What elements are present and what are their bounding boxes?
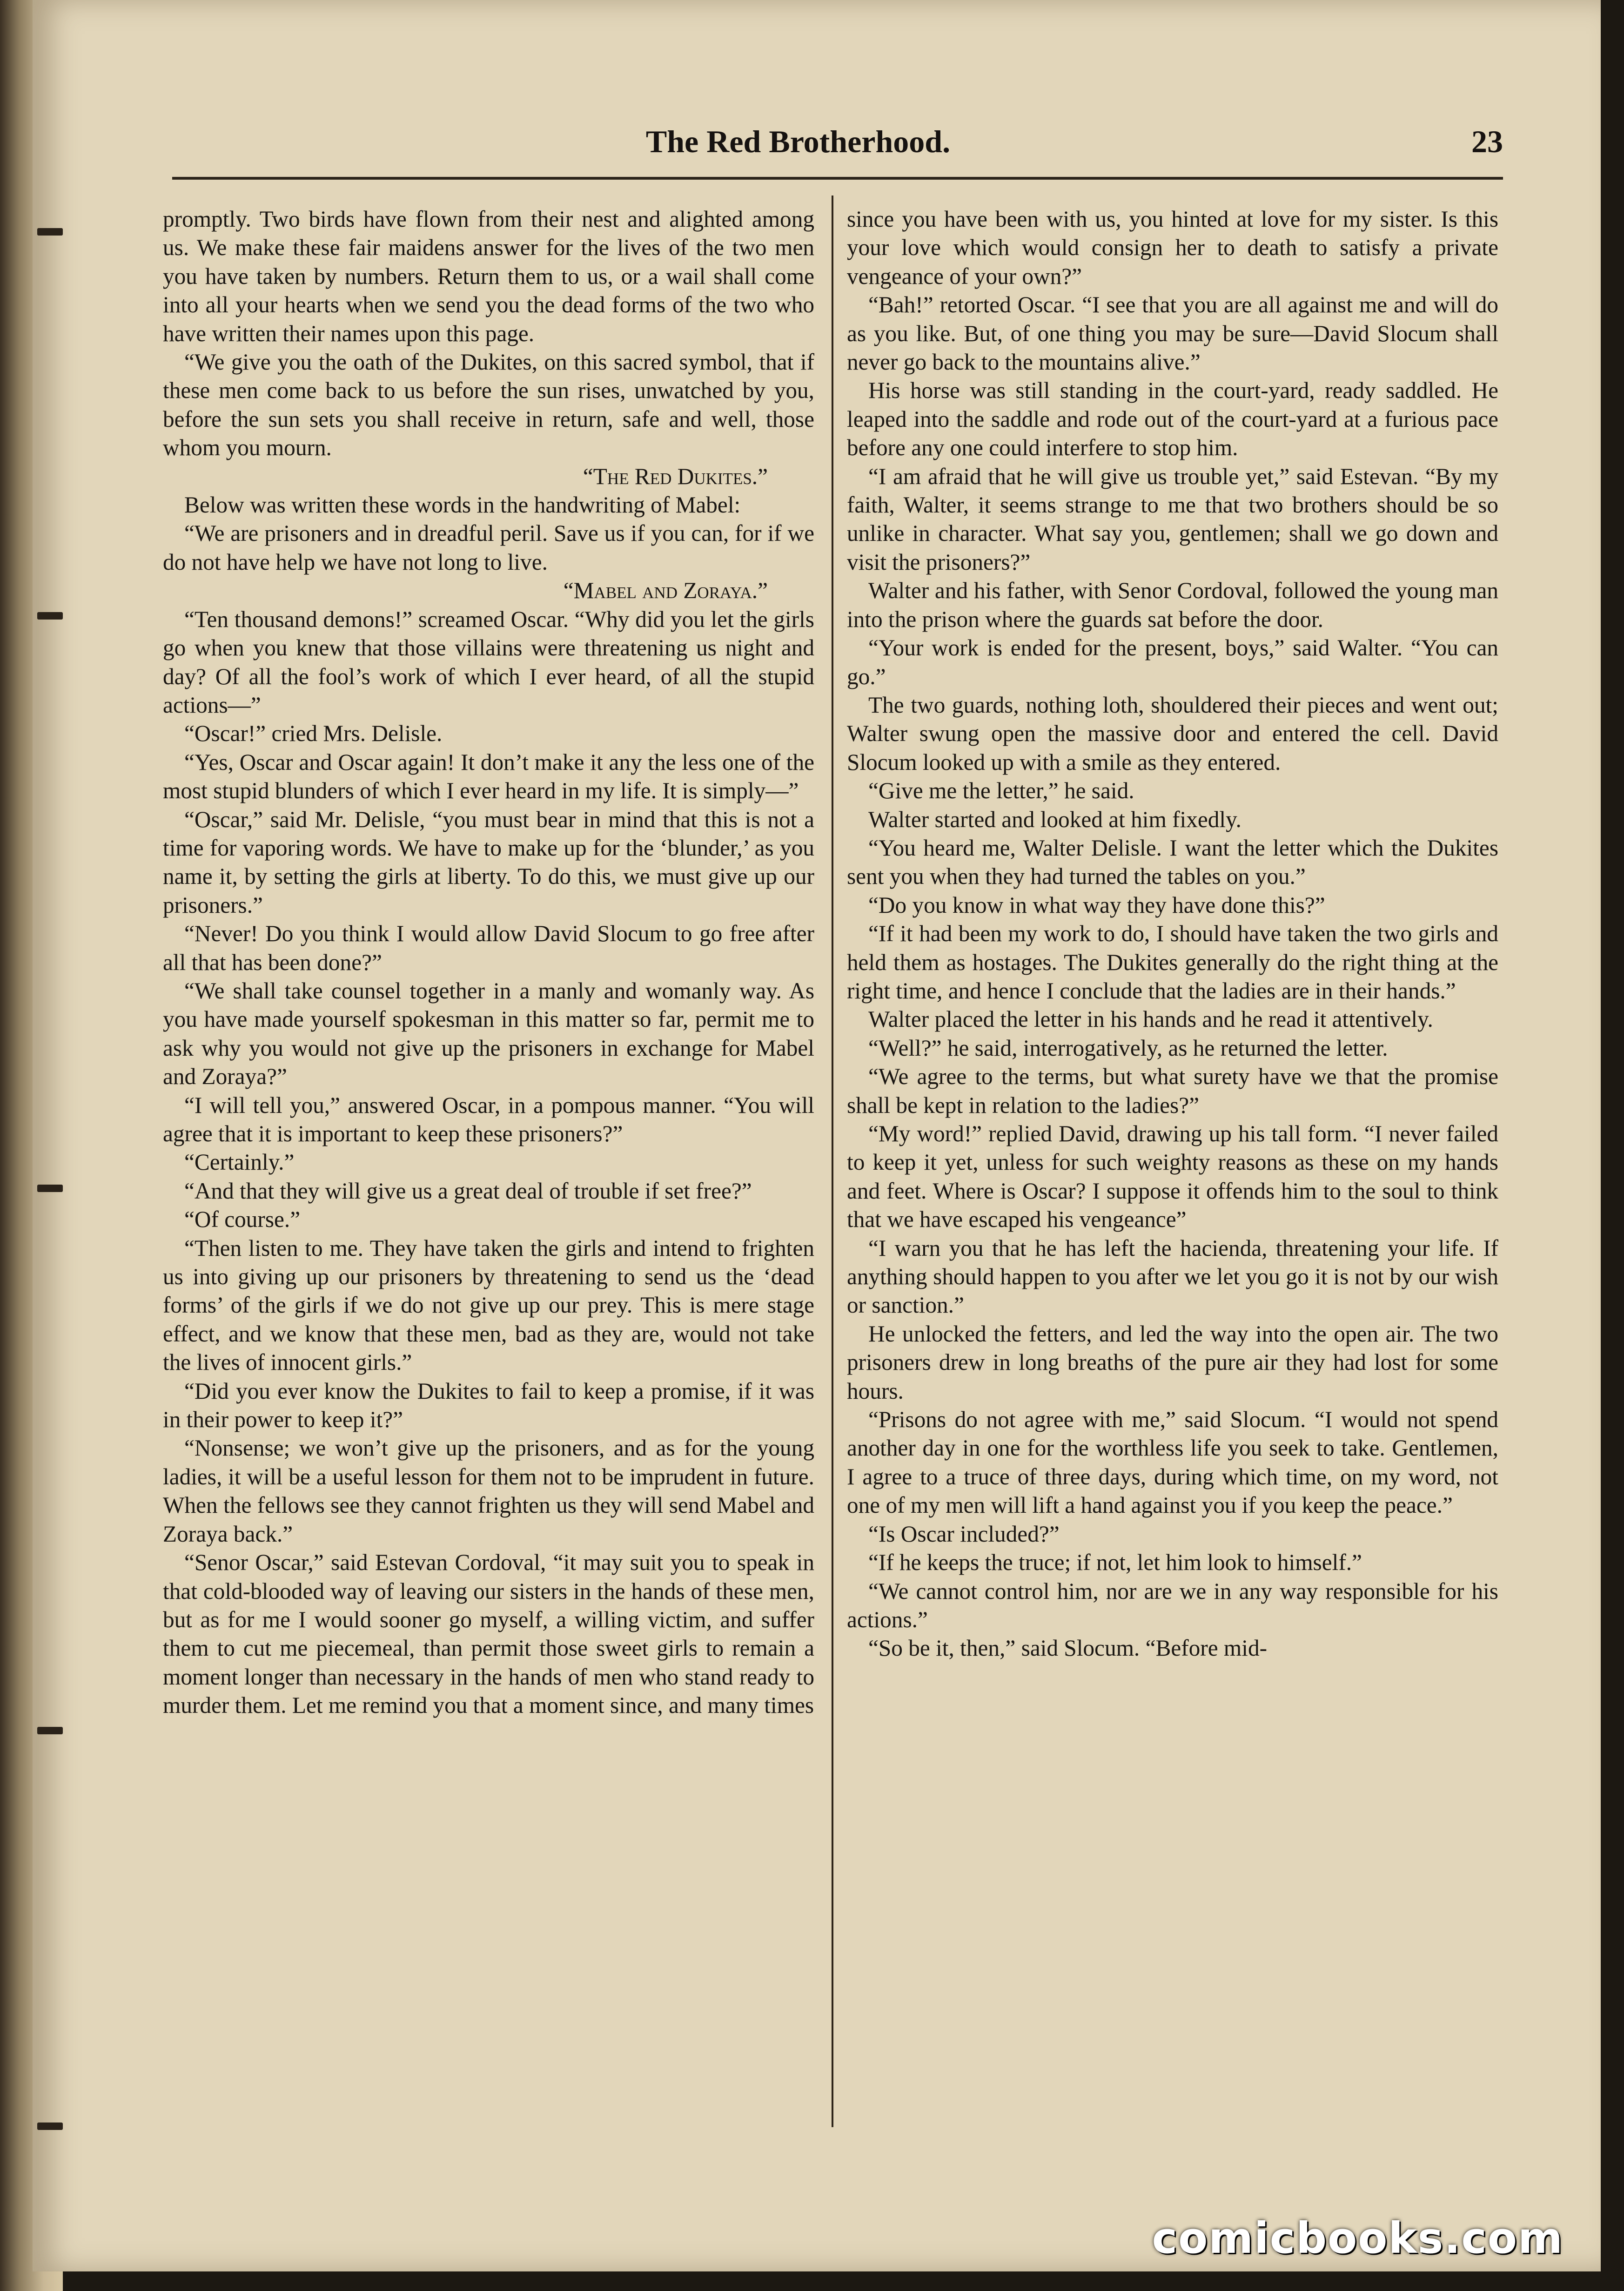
paragraph: “My word!” replied David, drawing up his tall form. “I never failed to keep it yet, unless for such weighty reasons as these on my hands and feet. Where is Oscar? I suppose it offends him to the soul to think that we have escaped his vengeance”	[847, 1121, 1498, 1233]
paragraph: He unlocked the fetters, and led the way into the open air. The two prisoners drew in long breaths of the pure air they had lost for some hours.	[847, 1321, 1498, 1404]
paragraph: “I will tell you,” answered Oscar, in a pompous manner. “You will agree that it is important to keep these prisoners?”	[163, 1092, 814, 1146]
paragraph: “Give me the letter,” he said.	[868, 778, 1134, 804]
paragraph: “If it had been my work to do, I should have taken the two girls and held them as hostages. The Dukites generally do the right thing at the right time, and hence I conclude that the ladies are in their hands.”	[847, 921, 1498, 1004]
paragraph: Walter placed the letter in his hands and he read it attentively.	[868, 1006, 1433, 1032]
paragraph: “Did you ever know the Dukites to fail to keep a promise, if it was in their power to keep it?”	[163, 1378, 814, 1433]
paragraph: “Never! Do you think I would allow David Slocum to go free after all that has been done?”	[163, 921, 814, 975]
letter-signature: “Mabel and Zoraya.”	[563, 578, 768, 604]
paragraph: “Is Oscar included?”	[868, 1521, 1060, 1547]
left-text-column	[163, 205, 814, 2141]
running-title: The Red Brotherhood.	[645, 124, 951, 159]
paragraph: “Your work is ended for the present, boys,” said Walter. “You can go.”	[847, 635, 1498, 689]
paragraph: “Then listen to me. They have taken the girls and intend to frighten us into giving up our prisoners by threatening to send us the ‘dead forms’ of the girls if we do not give up our prey. This is mere stage effect, and we know that these men, bad as they are, would not take the lives of innocent girls.”	[163, 1235, 814, 1375]
site-watermark: comicbooks.com	[1152, 2213, 1564, 2263]
paragraph: “Prisons do not agree with me,” said Slocum. “I would not spend another day in one for the worthless life you seek to take. Gentlemen, I agree to a truce of three days, during which time, on my word, not one of my men will lift a hand against you if you keep the peace.”	[847, 1407, 1498, 1518]
letter-signature: “The Red Dukites.”	[583, 463, 768, 489]
paragraph: “You heard me, Walter Delisle. I want the letter which the Dukites sent you when they had turned the tables on you.”	[847, 835, 1498, 889]
paragraph: “Of course.”	[184, 1206, 301, 1233]
binding-staple	[37, 2123, 63, 2130]
paragraph: “We agree to the terms, but what surety have we that the promise shall be kept in relation to the ladies?”	[847, 1064, 1498, 1118]
paragraph: “Oscar!” cried Mrs. Delisle.	[184, 721, 443, 747]
paragraph: His horse was still standing in the court-yard, ready saddled. He leaped into the saddle and rode out of the court-yard at a furious pace before any one could interfere to stop him.	[847, 377, 1498, 461]
paragraph: “I warn you that he has left the hacienda, threatening your life. If anything should happen to you after we let you go it is not by our wish or sanction.”	[847, 1235, 1498, 1318]
paragraph: “We cannot control him, nor are we in any way responsible for his actions.”	[847, 1578, 1498, 1632]
paragraph: “We give you the oath of the Dukites, on this sacred symbol, that if these men come back to us before the sun rises, unwatched by you, before the sun sets you shall receive in return, safe and well, those whom you mourn.	[163, 349, 814, 461]
binding-staple	[37, 1727, 63, 1734]
running-header	[93, 119, 1503, 175]
paragraph: promptly. Two birds have flown from their nest and alighted among us. We make these fair maidens answer for the lives of the two men you have taken by numbers. Return them to us, or a wail shall come into all your hearts when we send you the dead forms of the two who have written their names upon this page.	[163, 206, 814, 346]
paragraph: “Ten thousand demons!” screamed Oscar. “Why did you let the girls go when you knew that those villains were threatening us night and day? Of all the fool’s work of which I ever heard, of all the stupid actions—”	[163, 606, 814, 718]
paragraph: “We are prisoners and in dreadful peril. Save us if you can, for if we do not have help we have not long to live.	[163, 520, 814, 575]
paragraph: “Well?” he said, interrogatively, as he returned the letter.	[868, 1035, 1388, 1061]
binding-staple	[37, 612, 63, 620]
header-rule	[172, 177, 1503, 180]
binding-staple	[37, 228, 63, 236]
paragraph: The two guards, nothing loth, shouldered their pieces and went out; Walter swung open the massive door and entered the cell. David Slocum looked up with a smile as they entered.	[847, 692, 1498, 775]
page-number: 23	[1471, 124, 1503, 159]
paragraph: “Oscar,” said Mr. Delisle, “you must bear in mind that this is not a time for vaporing words. We have to make up for the ‘blunder,’ as you name it, by setting the girls at liberty. To do this, we must give up our prisoners.”	[163, 806, 814, 918]
paragraph: “Senor Oscar,” said Estevan Cordoval, “it may suit you to speak in that cold-blooded way of leaving our sisters in the hands of these men, but as for me I would sooner go myself, a willing victim, and suffer them to cut me piecemeal, than permit those sweet girls to remain a moment longer than necessary in the hands of men who stand ready to murder them. Let me remind you that a moment since, and many times	[163, 1550, 814, 1718]
paragraph: “We shall take counsel together in a manly and womanly way. As you have made yourself spokesman in this matter so far, permit me to ask why you would not give up the prisoners in exchange for Mabel and Zoraya?”	[163, 977, 814, 1090]
paragraph: “Bah!” retorted Oscar. “I see that you are all against me and will do as you like. But, of one thing you may be sure—David Slocum shall never go back to the mountains alive.”	[847, 292, 1498, 375]
paragraph: Walter started and looked at him fixedly.	[868, 806, 1241, 832]
paragraph: Below was written these words in the handwriting of Mabel:	[184, 492, 741, 518]
paragraph: “Certainly.”	[184, 1149, 295, 1175]
paragraph: “Do you know in what way they have done this?”	[868, 892, 1325, 918]
column-divider	[832, 195, 833, 2127]
right-text-column	[847, 205, 1498, 2141]
paragraph: “I am afraid that he will give us trouble yet,” said Estevan. “By my faith, Walter, it seems strange to me that two brothers should be so unlike in character. What say you, gentlemen; shall we go down and visit the prisoners?”	[847, 463, 1498, 575]
paragraph: “So be it, then,” said Slocum. “Before mid-	[868, 1635, 1268, 1661]
paragraph: “Nonsense; we won’t give up the prisoners, and as for the young ladies, it will be a useful lesson for them not to be imprudent in future. When the fellows see they cannot frighten us they will send Mabel and Zoraya back.”	[163, 1435, 814, 1547]
paragraph: “Yes, Oscar and Oscar again! It don’t make it any the less one of the most stupid blunders of which I ever heard in my life. It is simply—”	[163, 749, 814, 804]
paragraph: Walter and his father, with Senor Cordoval, followed the young man into the prison where the guards sat before the door.	[847, 578, 1498, 632]
paragraph: “And that they will give us a great deal of trouble if set free?”	[184, 1178, 752, 1204]
paragraph: “If he keeps the truce; if not, let him look to himself.”	[868, 1550, 1362, 1576]
paragraph: since you have been with us, you hinted at love for my sister. Is this your love which would consign her to death to satisfy a private vengeance of your own?”	[847, 206, 1498, 289]
binding-staple	[37, 1185, 63, 1192]
